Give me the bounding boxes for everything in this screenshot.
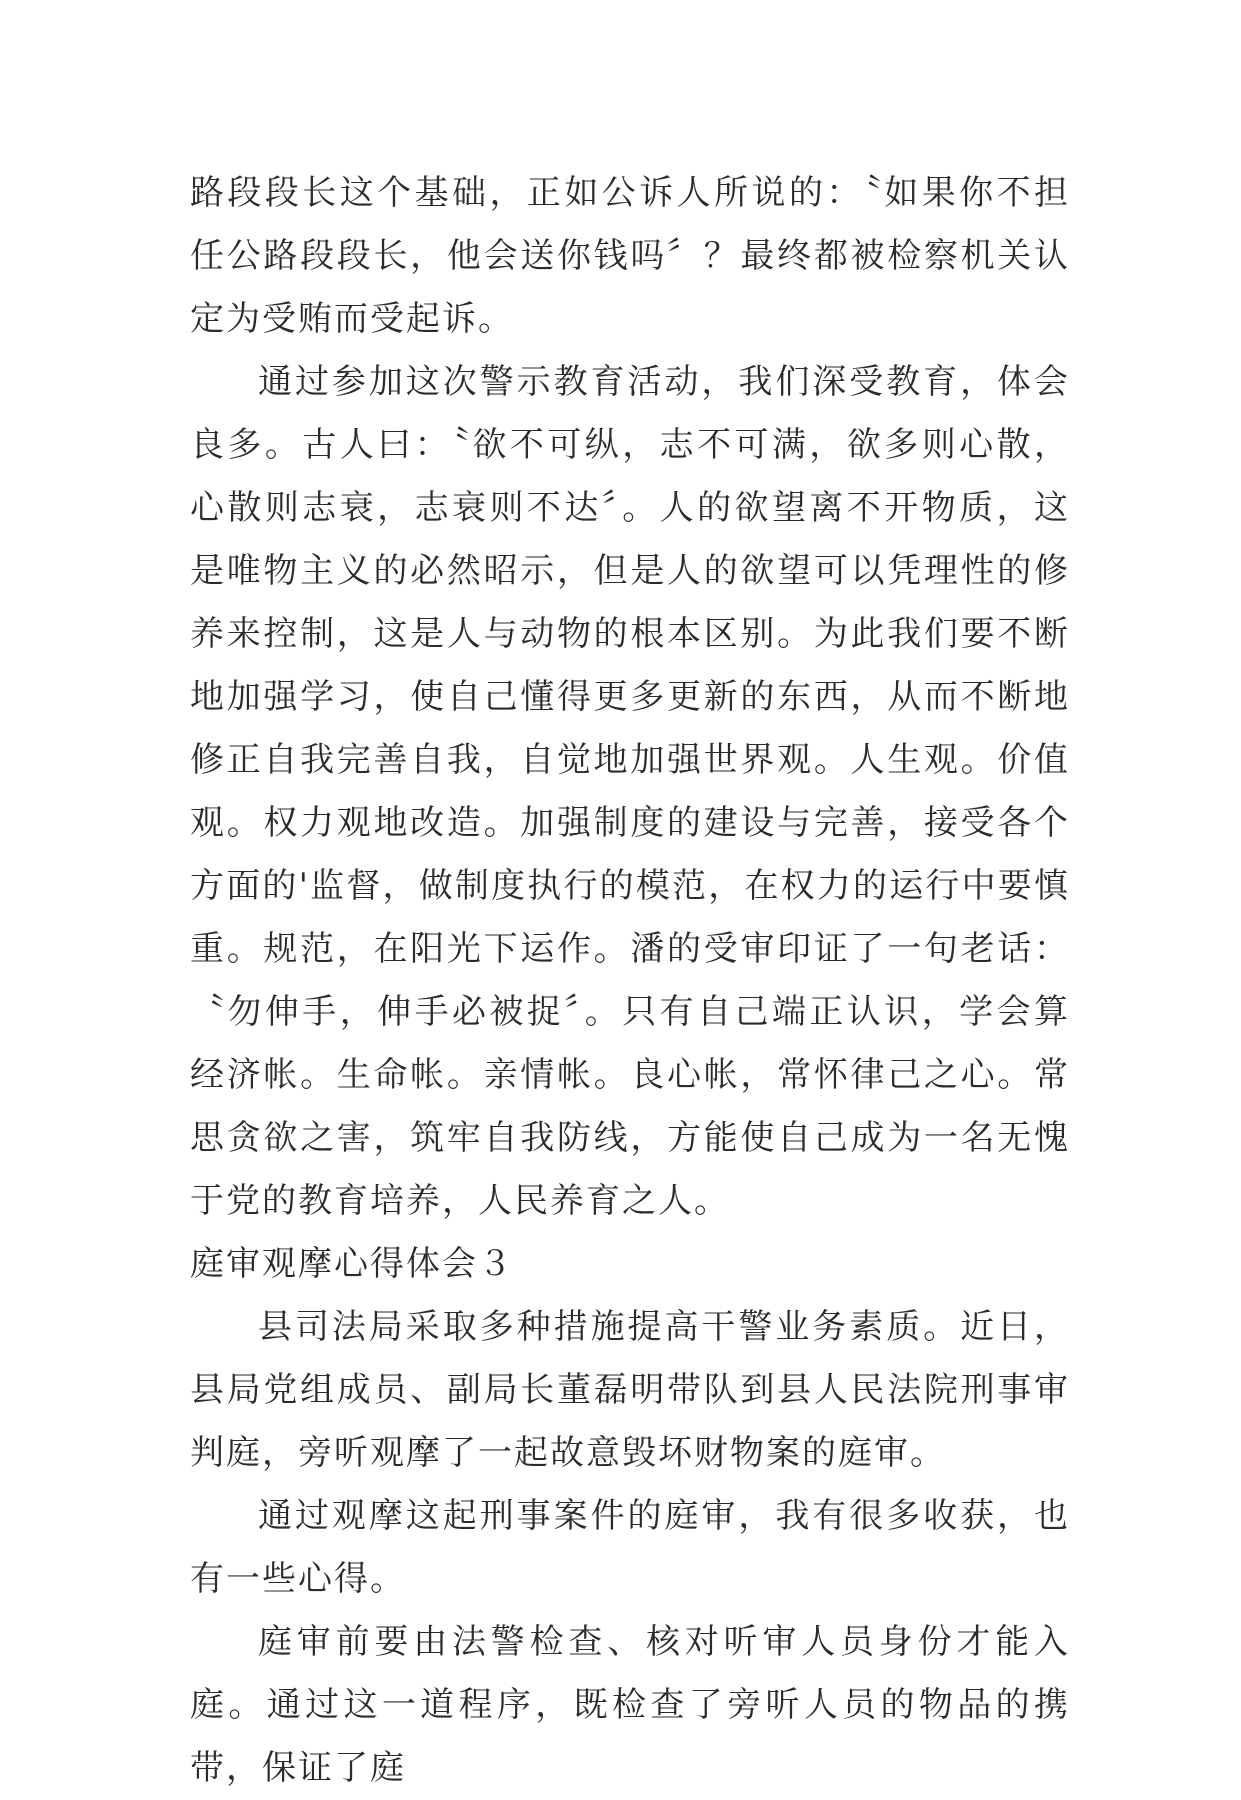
paragraph: 通过观摩这起刑事案件的庭审，我有很多收获，也有一些心得。 xyxy=(190,1496,1070,1599)
paragraph: 庭审前要由法警检查、核对听审人员身份才能入庭。通过这一道程序，既检查了旁听人员的物品的携带，保证了庭 xyxy=(190,1622,1070,1788)
section-heading: 庭审观摩心得体会３ xyxy=(190,1244,514,1284)
paragraph: 县司法局采取多种措施提高干警业务素质。近日，县局党组成员、副局长董磊明带队到县人民法院刑事审判庭，旁听观摩了一起故意毁坏财物案的庭审。 xyxy=(190,1307,1070,1473)
document-body xyxy=(190,162,1070,1800)
paragraph: 通过参加这次警示教育活动，我们深受教育，体会良多。古人曰：〝欲不可纵，志不可满，欲多则心散，心散则志衰，志衰则不达〞。人的欲望离不开物质，这是唯物主义的必然昭示，但是人的欲望可以凭理性的修养来控制，这是人与动物的根本区别。为此我们要不断地加强学习，使自己懂得更多更新的东西，从而不断地修正自我完善自我，自觉地加强世界观。人生观。价值观。权力观地改造。加强制度的建设与完善，接受各个方面的'监督，做制度执行的模范，在权力的运行中要慎重。规范，在阳光下运作。潘的受审印证了一句老话：〝勿伸手，伸手必被捉〞。只有自己端正认识，学会算经济帐。生命帐。亲情帐。良心帐，常怀律己之心。常思贪欲之害，筑牢自我防线，方能使自己成为一名无愧于党的教育培养，人民养育之人。 xyxy=(190,362,1070,1221)
paragraph: 路段段长这个基础，正如公诉人所说的：〝如果你不担任公路段段长，他会送你钱吗〞？最终都被检察机关认定为受贿而受起诉。 xyxy=(190,173,1070,339)
